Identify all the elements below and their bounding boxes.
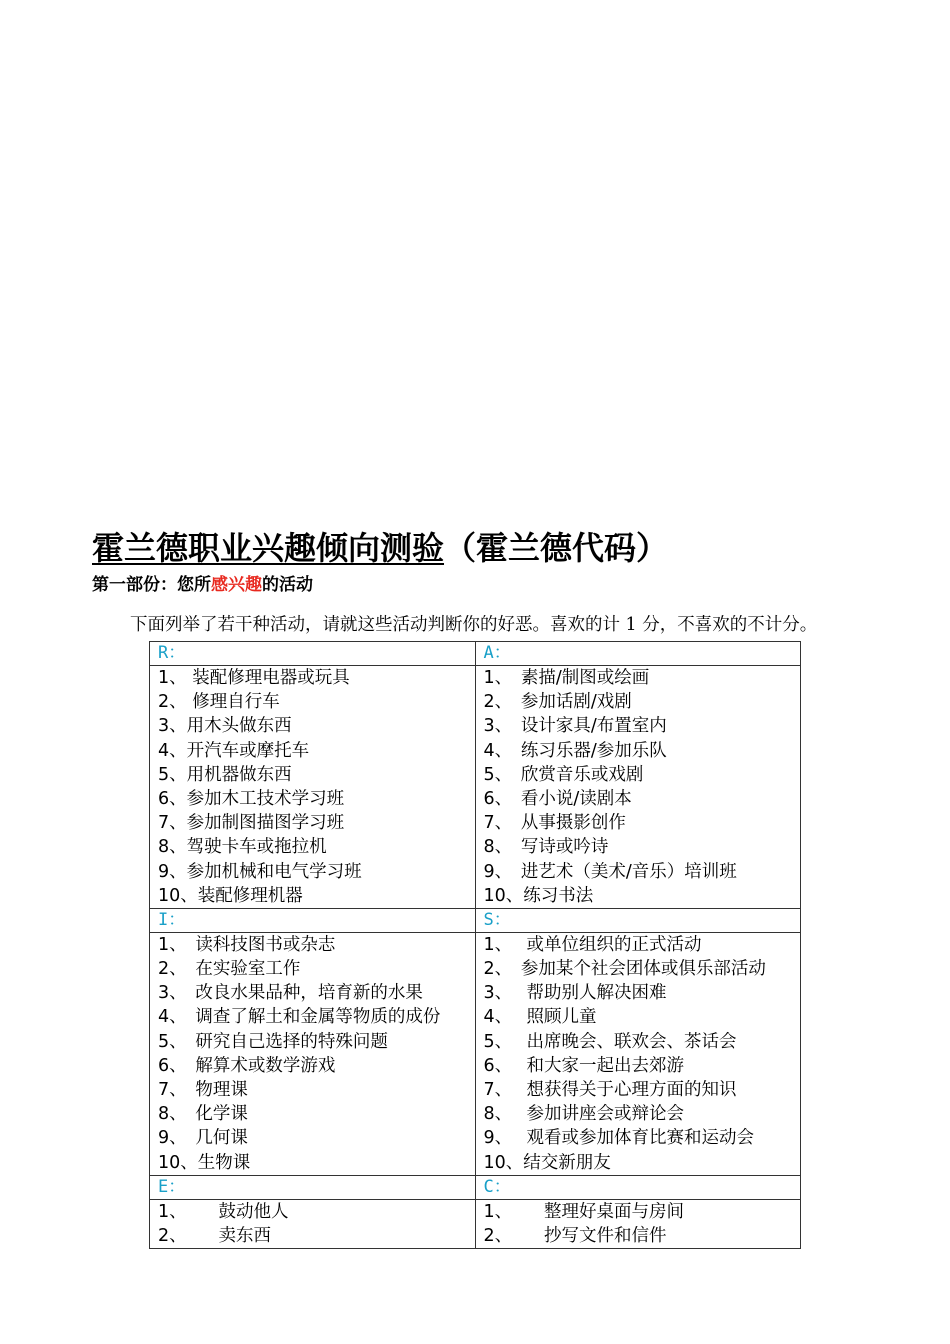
list-item: 9、 观看或参加体育比赛和运动会 (483, 1128, 754, 1149)
heading-suffix: 的活动 (262, 575, 313, 595)
table-row-header (150, 1175, 801, 1199)
section-items-r (150, 666, 476, 909)
section-label-s: S： (475, 908, 801, 932)
list-item: 2、 在实验室工作 (158, 959, 301, 980)
document-title (92, 524, 712, 572)
list-item: 2、 修理自行车 (158, 692, 280, 713)
section-label-i: I： (150, 908, 476, 932)
title-paren: （霍兰德代码） (444, 529, 669, 567)
title-main: 霍兰德职业兴趣倾向测验 (92, 529, 445, 567)
list-item: 10、练习书法 (483, 885, 594, 906)
heading-highlight: 感兴趣 (211, 575, 262, 595)
heading-prefix: 第一部份：您所 (92, 575, 211, 595)
section-label-r: R： (150, 642, 476, 666)
section-label-a: A： (475, 642, 801, 666)
list-item: 9、 几何课 (158, 1128, 248, 1149)
list-item: 9、 进艺术（美术/音乐）培训班 (483, 861, 737, 882)
list-item: 1、 读科技图书或杂志 (158, 934, 336, 955)
activity-table (149, 641, 801, 1249)
list-item: 8、 参加讲座会或辩论会 (483, 1104, 684, 1125)
list-item: 2、 参加某个社会团体或俱乐部活动 (483, 959, 766, 980)
list-item: 4、 调查了解土和金属等物质的成份 (158, 1007, 441, 1028)
list-item: 4、 练习乐器/参加乐队 (483, 740, 667, 761)
list-item: 5、 欣赏音乐或戏剧 (483, 764, 644, 785)
list-item: 5、 研究自己选择的特殊问题 (158, 1031, 388, 1052)
list-item: 6、 解算术或数学游戏 (158, 1055, 336, 1076)
table-row-header (150, 908, 801, 932)
list-item: 9、参加机械和电气学习班 (158, 861, 362, 882)
list-item: 7、参加制图描图学习班 (158, 813, 345, 834)
list-item: 4、开汽车或摩托车 (158, 740, 310, 761)
list-item: 4、 照顾儿童 (483, 1007, 597, 1028)
list-item: 3、 帮助别人解决困难 (483, 983, 667, 1004)
list-item: 3、 设计家具/布置室内 (483, 716, 667, 737)
table-row-header (150, 642, 801, 666)
list-item: 1、 鼓动他人 (158, 1201, 289, 1222)
table-row (150, 932, 801, 1175)
section-items-a (475, 666, 801, 909)
list-item: 7、 想获得关于心理方面的知识 (483, 1080, 737, 1100)
list-item: 6、参加木工技术学习班 (158, 788, 345, 809)
section-items-c (475, 1199, 801, 1248)
list-item: 2、 抄写文件和信件 (483, 1225, 667, 1246)
list-item: 5、用机器做东西 (158, 764, 292, 785)
section-label-e: E： (150, 1175, 476, 1199)
list-item: 1、 素描/制图或绘画 (483, 668, 650, 688)
list-item: 6、 看小说/读剧本 (483, 788, 632, 809)
list-item: 10、结交新朋友 (483, 1152, 611, 1173)
list-item: 10、装配修理机器 (158, 885, 303, 906)
list-item: 1、 或单位组织的正式活动 (483, 934, 702, 955)
list-item: 1、 整理好桌面与房间 (483, 1201, 684, 1222)
section-items-s (475, 932, 801, 1175)
list-item: 8、 化学课 (158, 1104, 248, 1125)
list-item: 8、 写诗或吟诗 (483, 837, 609, 858)
list-item: 1、 装配修理电器或玩具 (158, 668, 350, 688)
table-row (150, 666, 801, 909)
list-item: 2、 卖东西 (158, 1225, 271, 1246)
list-item: 6、 和大家一起出去郊游 (483, 1055, 684, 1076)
list-item: 7、 物理课 (158, 1080, 248, 1100)
list-item: 10、生物课 (158, 1152, 251, 1173)
section-items-e (150, 1199, 476, 1248)
list-item: 3、用木头做东西 (158, 716, 292, 737)
table-row (150, 1199, 801, 1248)
list-item: 8、驾驶卡车或拖拉机 (158, 837, 327, 858)
list-item: 5、 出席晚会、联欢会、茶话会 (483, 1031, 737, 1052)
instructions: 下面列举了若干种活动，请就这些活动判断你的好恶。喜欢的计 1 分，不喜欢的不计分。 (130, 615, 818, 635)
list-item: 7、 从事摄影创作 (483, 813, 626, 834)
list-item: 2、 参加话剧/戏剧 (483, 692, 632, 713)
section-label-c: C： (475, 1175, 801, 1199)
section-items-i (150, 932, 476, 1175)
list-item: 3、 改良水果品种，培育新的水果 (158, 983, 423, 1004)
section-heading (92, 572, 313, 598)
